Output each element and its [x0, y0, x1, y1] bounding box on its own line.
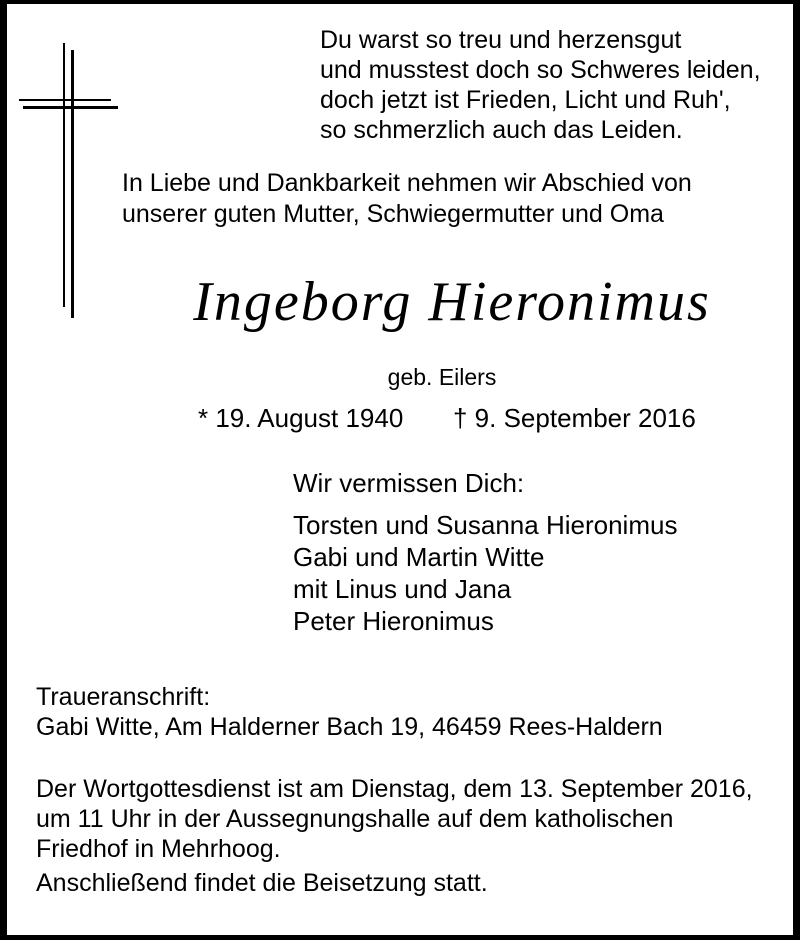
- deceased-name: Ingeborg Hieronimus: [193, 271, 711, 333]
- mourning-address-label: Traueranschrift:: [36, 683, 211, 711]
- memorial-poem: [320, 25, 761, 145]
- mourner-name: Peter Hieronimus: [293, 606, 494, 636]
- service-line: Friedhof in Mehrhoog.: [36, 835, 281, 863]
- mourner-name: mit Linus und Jana: [293, 574, 512, 604]
- closing-note: Anschließend findet die Beisetzung statt.: [36, 869, 488, 897]
- cross-line-horizontal-thin: [19, 99, 111, 101]
- farewell-intro: [122, 168, 692, 230]
- intro-line: In Liebe und Dankbarkeit nehmen wir Abschied von: [122, 169, 692, 197]
- poem-line: und musstest doch so Schweres leiden,: [320, 56, 761, 84]
- mourners-list: [293, 509, 677, 637]
- cross-line-vertical-thick: [71, 50, 74, 318]
- intro-line: unserer guten Mutter, Schwiegermutter und Oma: [122, 200, 664, 228]
- death-date: † 9. September 2016: [453, 403, 696, 433]
- cross-line-vertical-thin: [63, 43, 65, 307]
- mourning-address: [36, 682, 663, 742]
- mourners-heading: Wir vermissen Dich:: [293, 468, 525, 498]
- mourner-name: Gabi und Martin Witte: [293, 542, 545, 572]
- mourner-name: Torsten und Susanna Hieronimus: [293, 510, 678, 540]
- birth-date: * 19. August 1940: [198, 403, 404, 433]
- mourning-address-line: Gabi Witte, Am Halderner Bach 19, 46459 Rees-Haldern: [36, 713, 663, 741]
- poem-line: so schmerzlich auch das Leiden.: [320, 116, 683, 144]
- cross-line-horizontal-thick: [23, 106, 118, 109]
- poem-line: Du warst so treu und herzensgut: [320, 26, 682, 54]
- maiden-name: geb. Eilers: [387, 364, 497, 390]
- poem-line: doch jetzt ist Frieden, Licht und Ruh',: [320, 86, 731, 114]
- service-line: um 11 Uhr in der Aussegnungshalle auf dem katholischen: [36, 805, 674, 833]
- service-line: Der Wortgottesdienst ist am Dienstag, dem 13. September 2016,: [36, 775, 753, 803]
- service-info: [36, 774, 753, 864]
